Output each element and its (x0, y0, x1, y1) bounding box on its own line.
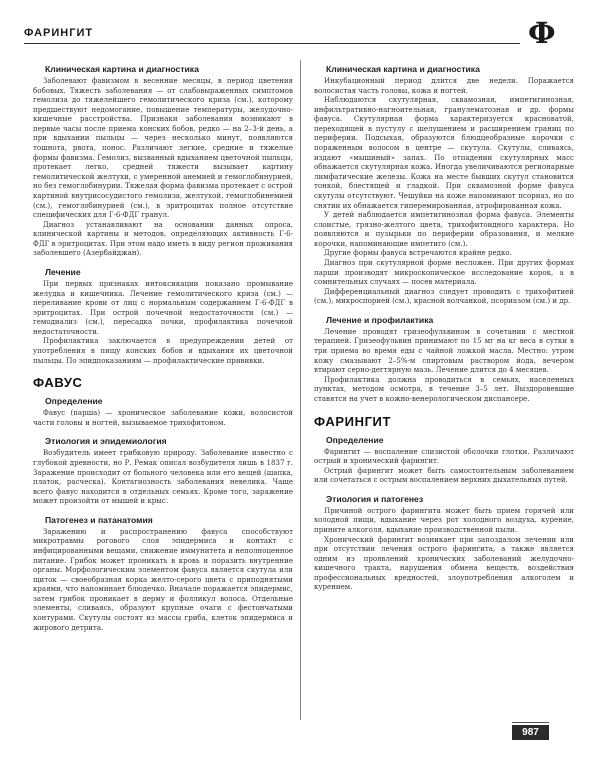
right-column (314, 60, 574, 592)
heading-pathogenesis-favus: Патогенез и патанатомия (45, 514, 153, 525)
paragraph: Заболевают фавизмом в весенние месяцы, в период цветения бобовых. Тяжесть заболевания — от слабовыраженных симптомов гемолиза до тяжелейшего гемолитического криза (см.), которому предшествуют недомогание, повышение температуры, желудочно-кишечные расстройства. Признаки заболевания возникают в первые часы после приема конских бобов, редко — на 2–3-й день, а при вдыхании пыльцы — через несколько минут, появляются тошнота, рвота, понос. Различают легкие, средние и тяжелые формы фавизма. Гемолиз, вызванный вдыханием цветочной пыльцы, протекает легко, средней тяжести вызывает картину гемолитической желтухи, с умеренной анемией и гемоглобинурией, но без гемоглобинурии. Тяжелая форма фавизма протекает с острой картиной внутрисосудистого гемолиза, желтухой, гемоглобинемией (см.), гемоглобинурией (см.), в эритроцитах полное отсутствие специфических для Г-6-ФДГ гранул. (33, 76, 293, 220)
paragraph: Возбудитель имеет грибковую природу. Заболевание известно с глубокой древности, но Р. Ремак описал возбудителя лишь в 1837 г. Заражение происходит от больного человека или его вещей (шапка, платок, расческа). Контагиозность заболевания невелика. Чаще всего фавус находится в отдельных семьях. Кроме того, заражение может произойти от мышей и крыс. (33, 448, 293, 506)
page-number: 987 (512, 725, 549, 740)
heading-clinical-favism: Клиническая картина и диагностика (45, 64, 199, 74)
running-title: ФАРИНГИТ (24, 27, 94, 39)
article-title-favus: ФАВУС (33, 375, 83, 391)
section-letter: Ф (528, 16, 556, 50)
paragraph: Острый фарингит может быть самостоятельным заболеванием или сочетаться с острым воспалением верхних дыхательных путей. (314, 465, 574, 485)
heading-definition-pharyngitis: Определение (326, 434, 384, 445)
paragraph: У детей наблюдается импетигинозная форма фавуса. Элементы слоистые, грязно-желтого цвета, трихофитоидного характера. Но появляются и пузырьки по периферии образования, и мелкие корочки, напоминающие импетиго (см.). (314, 210, 574, 248)
running-header (24, 27, 520, 47)
paragraph: Лечение проводят гризеофульвином в сочетании с местной терапией. Гризеофульвин принимают по 15 мг на кг веса в сутки в три приема во время еды с чайной ложкой масла. Местно: утром кожу смазывают 2–5%-м спиртовым раствором йода, вечером втирают серно-дегтярную мазь. Лечение длится до 4 месяцев. (314, 326, 574, 375)
paragraph: Дифференциальный диагноз следует проводить с трихофитией (см.), микроспорией (см.), красной волчанкой, псориазом (см.) и др. (314, 286, 574, 306)
heading-clinical-favus: Клиническая картина и диагностика (326, 64, 480, 74)
column-divider (300, 60, 301, 720)
paragraph: Профилактика заключается в предупреждении детей от употребления в пищу конских бобов и вдыхания их цветочной пыльцы. По эпидпоказаниям — профилактические прививки. (33, 336, 293, 365)
paragraph: Другие формы фавуса встречаются крайне редко. (324, 248, 512, 258)
paragraph: Диагноз при скутулярной форме несложен. При других формах парши производят микроскопическое исследование корок, а в сомнительных случаях — посев материала. (314, 257, 574, 287)
paragraph: Хронический фарингит возникает при запоздалом лечении или при отсутствии лечения острого фарингита, а также является одним из проявлений хронических заболеваний желудочно-кишечного тракта, нарушения обмена веществ, воздействия профессиональных вредностей, злоупотребления алкоголем и курением. (314, 534, 574, 592)
heading-etiology-pharyngitis: Этиология и патогенез (326, 493, 424, 504)
paragraph: Диагноз устанавливают на основании данных опроса, клинической картины и методов, определяющих активность Г-6-ФДГ в эритроцитах. При этом надо иметь в виду регион проживания заболевшего (Азербайджан). (33, 219, 293, 258)
left-column (33, 60, 293, 632)
paragraph: Фавус (парша) — хроническое заболевание кожи, волосистой части головы и ногтей, вызываемое трихофитоном. (33, 408, 293, 427)
heading-etiology-favus: Этиология и эпидемиология (45, 436, 167, 447)
paragraph: При первых признаках интоксикации показано промывание желудка и кишечника. Лечение гемолитического криза (см.) — переливание крови от лиц с нормальным содержанием Г-6-ФДГ в эритроцитах. При острой почечной недостаточности (см.) — гемодиализ (см.), пересадка почки, профилактика почечной недостаточности. (33, 278, 293, 336)
paragraph: Наблюдаются скутулярная, сквамозная, импетигинозная, инфильтративно-нагноительная, гранулематозная и др. формы фавуса. Скутулярная форма характеризуется красноватой, переходящей в пустулу с шелушением и расширением границ по периферии. Подсыхая, образуются блюдцеобразные корочки с пораженным волосом в центре — скутула. Скутулы, сливаясь, издают «мышиный» запах. По отпадении скутулярных масс обнажается скутулярная кожа. Иногда увеличиваются регионарные лимфатические железы. Кожа на месте бывших скутул становится тонкой, блестящей и гладкой. При сквамозной форме фавуса скутулы отсутствуют. Чешуйки на коже напоминают псориаз, но по снятии их обнажается гиперемированная, атрофированная кожа. (314, 95, 574, 210)
paragraph: Инкубационный период длится две недели. Поражается волосистая часть головы, кожа и ногтей. (314, 76, 574, 95)
paragraph: Фарингит — воспаление слизистой оболочки глотки. Различают острый и хронический фарингит. (314, 446, 574, 466)
article-title-pharyngitis: ФАРИНГИТ (314, 413, 392, 429)
page-number-rule (512, 722, 549, 723)
paragraph: Заражению и распространению фавуса способствуют микротравмы рогового слоя эпидермиса и контакт с инфицированными вещами, снижение иммунитета и неполноценное питание. Грибок может проникать в кровь и поразить внутренние органы. Морфологическим элементом фавуса является скутула или щиток — своеобразная корка желто-серого цвета с приподнятыми краями, что напоминает блюдечко. Вначале поражается эпидермис, затем грибок проникает в дерму и фолликул волоса. Отдельные элементы, сливаясь, образуют крупные очаги с фестончатыми контурами. Скутулы состоят из массы гриба, клеток эпидермиса и жирового детрита. (33, 526, 293, 632)
heading-treatment-favus: Лечение и профилактика (326, 314, 434, 325)
heading-definition-favus: Определение (45, 396, 103, 407)
header-rule (24, 43, 520, 44)
paragraph: Профилактика должна проводиться в семьях, населенных пунктах, методом осмотра, в течение 3–5 лет. Выздоровевшие ставятся на учет в кожно-венерологическом диспансере. (314, 374, 574, 403)
paragraph: Причиной острого фарингита может быть прием горячей или холодной пищи, вдыхание через рот холодного воздуха, курение, прините алкоголя, вдыхание производственной пыли. (314, 505, 574, 534)
heading-treatment-favism: Лечение (45, 266, 81, 277)
